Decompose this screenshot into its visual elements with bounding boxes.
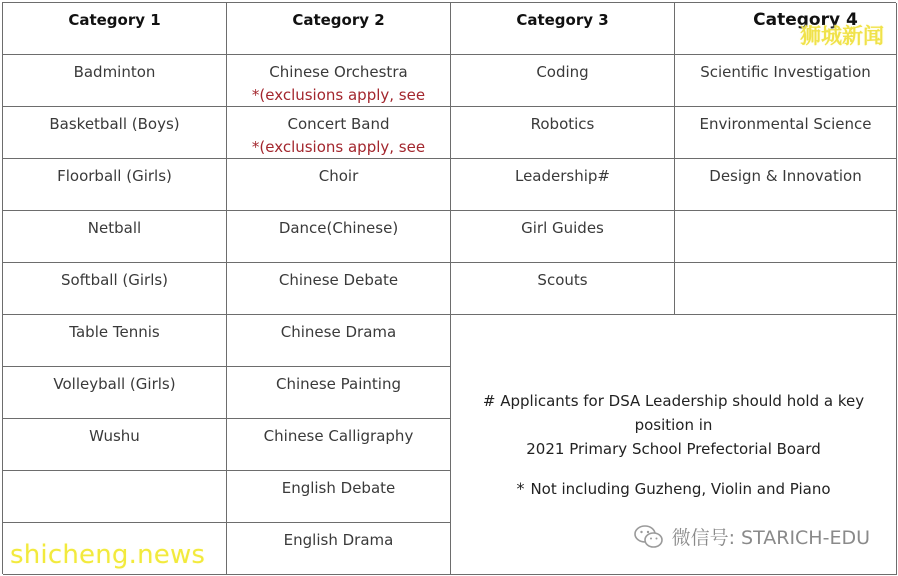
table-cell bbox=[227, 107, 451, 159]
leadership-note-line-1: # Applicants for DSA Leadership should hold a key position in bbox=[482, 391, 865, 434]
exclusion-note: *(exclusions apply, see bbox=[251, 86, 426, 104]
table-cell: Girl Guides bbox=[451, 211, 675, 263]
table-cell: Chinese Painting bbox=[227, 367, 451, 419]
wechat-icon bbox=[634, 524, 664, 550]
table-cell: Choir bbox=[227, 159, 451, 211]
table-cell-empty bbox=[675, 211, 897, 263]
table-cell: Basketball (Boys) bbox=[3, 107, 227, 159]
table-cell: Chinese Debate bbox=[227, 263, 451, 315]
table-cell: Design & Innovation bbox=[675, 159, 897, 211]
category-table bbox=[2, 2, 896, 574]
table-cell: Table Tennis bbox=[3, 315, 227, 367]
table-cell: English Debate bbox=[227, 471, 451, 523]
table-cell: Softball (Girls) bbox=[3, 263, 227, 315]
exclusion-note: *(exclusions apply, see bbox=[251, 138, 426, 156]
table-cell: Scientific Investigation bbox=[675, 55, 897, 107]
table-cell-empty bbox=[675, 263, 897, 315]
cell-text: Chinese Orchestra bbox=[269, 63, 408, 81]
watermark-site: shicheng.news bbox=[10, 540, 206, 570]
table-cell: Dance(Chinese) bbox=[227, 211, 451, 263]
wechat-id: 微信号: STARICH-EDU bbox=[671, 527, 870, 549]
exclusion-text: Not including Guzheng, Violin and Piano bbox=[530, 479, 831, 498]
table-cell: Chinese Drama bbox=[227, 315, 451, 367]
table-cell: Chinese Calligraphy bbox=[227, 419, 451, 471]
header-category-2: Category 2 bbox=[227, 3, 451, 55]
table-cell: Coding bbox=[451, 55, 675, 107]
table-cell: Environmental Science bbox=[675, 107, 897, 159]
asterisk: * bbox=[516, 478, 525, 498]
header-category-1: Category 1 bbox=[3, 3, 227, 55]
table-cell: Floorball (Girls) bbox=[3, 159, 227, 211]
table-cell: Netball bbox=[3, 211, 227, 263]
wechat-watermark bbox=[634, 523, 870, 550]
cell-text: Concert Band bbox=[287, 115, 390, 133]
table-cell: Badminton bbox=[3, 55, 227, 107]
header-category-3: Category 3 bbox=[451, 3, 675, 55]
table-cell: Robotics bbox=[451, 107, 675, 159]
table-cell: English Drama bbox=[227, 523, 451, 575]
table-cell-empty bbox=[3, 471, 227, 523]
table-cell: Wushu bbox=[3, 419, 227, 471]
watermark-top: 狮城新闻 bbox=[800, 24, 884, 48]
table-cell: Scouts bbox=[451, 263, 675, 315]
exclusion-footnote bbox=[516, 477, 830, 501]
table-cell: Volleyball (Girls) bbox=[3, 367, 227, 419]
leadership-note-line-2: 2021 Primary School Prefectorial Board bbox=[526, 439, 821, 458]
table-cell: Leadership# bbox=[451, 159, 675, 211]
table-cell bbox=[227, 55, 451, 107]
header-category-4: Category 4 bbox=[675, 3, 897, 55]
